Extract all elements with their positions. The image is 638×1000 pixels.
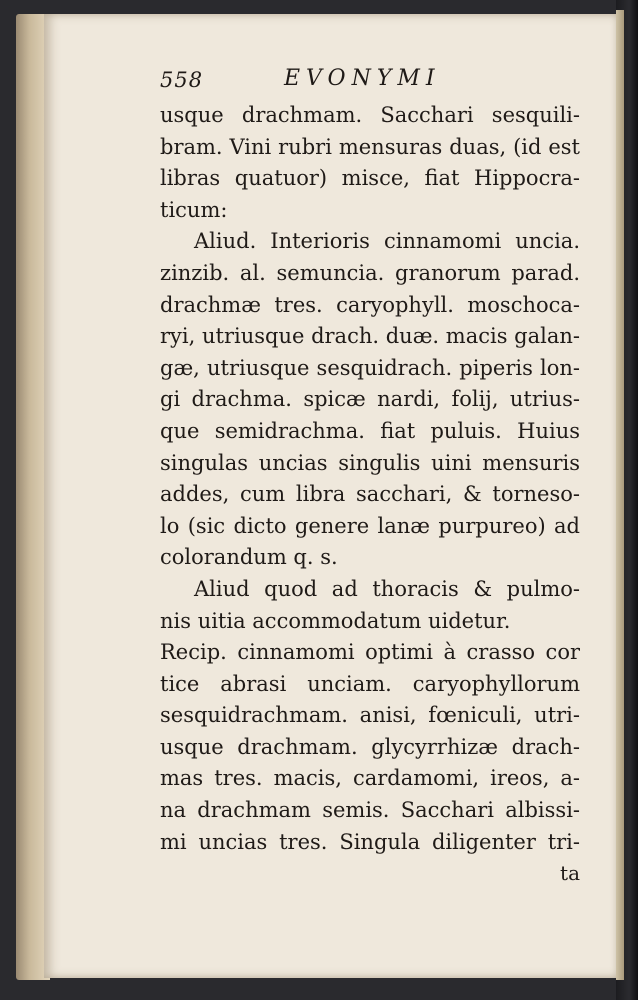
text-line-15: colorandum q. s. (160, 545, 338, 570)
page-number: 558 (160, 68, 204, 92)
text-line-9: gæ, utriusque sesquidrach. piperis lon- (160, 355, 580, 380)
text-line-24: mi uncias tres. Singula diligenter tri- (160, 829, 580, 854)
text-line-1: usque drachmam. Sacchari sesquili- (160, 103, 580, 127)
text-line-23: na drachmam semis. Sacchari albissi- (160, 798, 580, 823)
text-line-4: ticum: (160, 197, 228, 222)
text-line-8: ryi, utriusque drach. duæ. macis galan- (160, 324, 580, 349)
text-line-2: bram. Vini rubri mensuras duas, (id est (160, 134, 580, 159)
page-text-block (160, 66, 580, 889)
text-line-3: libras quatuor) misce, fiat Hippocra- (160, 166, 580, 191)
text-line-14: lo (sic dicto genere lanæ purpureo) ad (160, 513, 580, 538)
text-line-22: mas tres. macis, cardamomi, ireos, a- (160, 766, 580, 791)
running-head (160, 66, 580, 100)
text-line-7: drachmæ tres. caryophyll. moschoca- (160, 292, 580, 317)
text-line-11: que semidrachma. fiat puluis. Huius (160, 418, 580, 443)
book-page-edges-right (616, 10, 624, 980)
text-line-10: gi drachma. spicæ nardi, folij, utrius- (160, 387, 580, 412)
text-line-19: tice abrasi unciam. caryophyllorum (160, 671, 580, 696)
running-title: EVONYMI (284, 66, 441, 91)
text-line-13: addes, cum libra sacchari, & tornesο- (160, 482, 580, 507)
text-line-17: nis uitia accommodatum uidetur. (160, 608, 511, 633)
text-line-21: usque drachmam. glycyrrhizæ drach- (160, 734, 580, 759)
text-line-18: Recip. cinnamomi optimi à crasso cor (160, 640, 580, 665)
text-line-12: singulas uncias singulis uini mensuris (160, 450, 580, 475)
text-line-6: zinzib. al. semuncia. granorum parad. (160, 260, 580, 285)
text-line-5: Aliud. Interioris cinnamomi uncia. (194, 229, 580, 254)
text-line-16: Aliud quod ad thoracis & pulmo- (194, 576, 580, 601)
catchword: ta (560, 861, 580, 886)
text-line-20: sesquidrachmam. anisi, fœniculi, utri- (160, 703, 580, 728)
